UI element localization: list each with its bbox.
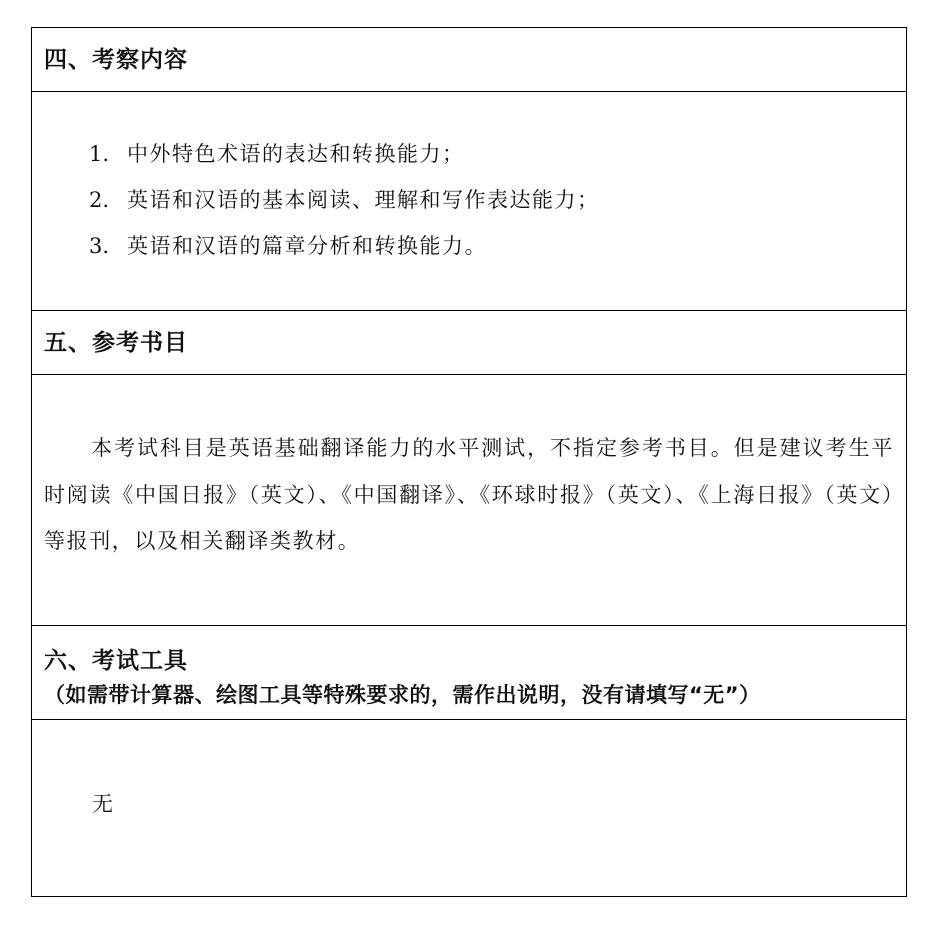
tools-value-text: 无	[92, 792, 113, 816]
tools-value	[32, 720, 906, 896]
references-paragraph: 本考试科目是英语基础翻译能力的水平测试，不指定参考书目。但是建议考生平时阅读《中国日报》（英文）、《中国翻译》、《环球时报》（英文）、《上海日报》（英文）等报刊，以及相关翻译类教材。	[32, 375, 906, 626]
section-heading-references	[32, 311, 906, 375]
list-item-number: 1.	[89, 142, 110, 166]
list-item-number: 2.	[89, 188, 110, 212]
list-item-number: 3.	[89, 234, 110, 258]
list-item	[32, 131, 906, 177]
exam-info-table	[31, 27, 907, 897]
list-item-text: 英语和汉语的基本阅读、理解和写作表达能力；	[127, 188, 600, 212]
list-item-text: 英语和汉语的篇章分析和转换能力。	[127, 234, 487, 258]
tools-heading-note: （如需带计算器、绘图工具等特殊要求的，需作出说明，没有请填写“无”）	[44, 683, 761, 707]
content-list	[32, 92, 906, 311]
content-heading-text: 四、考察内容	[44, 47, 188, 73]
tools-heading-text: 六、考试工具	[44, 648, 188, 674]
list-item	[32, 223, 906, 269]
list-item	[32, 177, 906, 223]
list-item-text: 中外特色术语的表达和转换能力；	[127, 142, 465, 166]
references-heading-text: 五、参考书目	[44, 330, 188, 356]
section-heading-content	[32, 28, 906, 92]
section-heading-tools	[32, 626, 906, 720]
